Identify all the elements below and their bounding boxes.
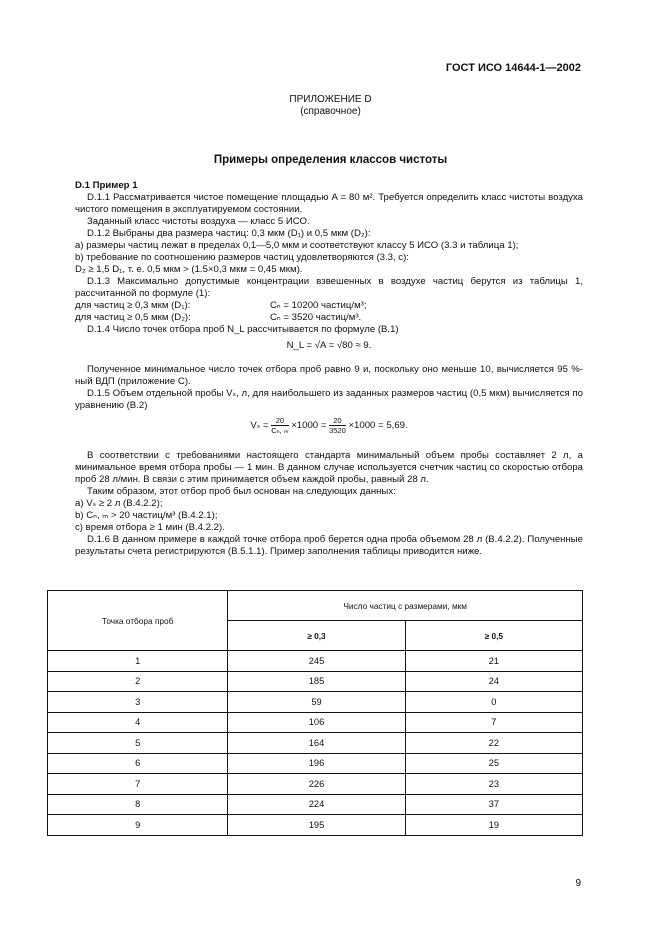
table-row [48, 794, 583, 815]
document-id: ГОСТ ИСО 14644-1—2002 [445, 62, 581, 74]
formula-denominator-1: Cₙ, ₘ [271, 426, 289, 435]
list-item-a: a) размеры частиц лежат в пределах 0,1—5,0 мкм и соответствуют классу 5 ИСО (3.3 и таблица 1); [75, 240, 519, 251]
paragraph-summary: Таким образом, этот отбор проб был основан на следующих данных: [87, 486, 396, 497]
cell-count-05: 22 [405, 733, 582, 754]
formula-fraction-1 [271, 416, 288, 435]
formula-volume [75, 416, 583, 442]
cell-count-05: 21 [405, 651, 582, 672]
main-title: Примеры определения классов чистоты [213, 154, 448, 166]
cell-point: 4 [48, 712, 228, 733]
cell-count-05: 19 [405, 815, 582, 836]
cell-count-03: 195 [228, 815, 405, 836]
concentration-label-2: для частиц ≥ 0,5 мкм (D₂): [75, 312, 191, 323]
cell-point: 5 [48, 733, 228, 754]
cell-count-03: 185 [228, 671, 405, 692]
formula-points [75, 340, 583, 358]
cell-count-03: 245 [228, 651, 405, 672]
summary-item-c: c) время отбора ≥ 1 мин (B.4.2.2). [75, 522, 225, 533]
table-row [48, 733, 583, 754]
cell-point: 7 [48, 774, 228, 795]
cell-count-03: 106 [228, 712, 405, 733]
appendix-title: ПРИЛОЖЕНИЕ D [289, 94, 372, 105]
cell-count-05: 23 [405, 774, 582, 795]
table-row [48, 774, 583, 795]
paragraph-d1-4: D.1.4 Число точек отбора проб N_L рассчитывается по формуле (B.1) [87, 324, 399, 335]
cell-count-05: 7 [405, 712, 582, 733]
table-row [48, 651, 583, 672]
cell-count-03: 224 [228, 794, 405, 815]
cell-count-05: 0 [405, 692, 582, 713]
summary-item-a: a) Vₛ ≥ 2 л (B.4.2.2); [75, 498, 163, 509]
appendix-heading [0, 94, 661, 118]
cell-count-05: 25 [405, 753, 582, 774]
page-number: 9 [575, 878, 581, 889]
paragraph-d1-6: D.1.6 В данном примере в каждой точке отбора проб берется одна проба объемом 28 л (B.4.2.2). Полученные результаты счета регистрируются (B.5.1.1). Пример заполнения таблицы приводится ниже. [75, 534, 583, 557]
paragraph-class: Заданный класс чистоты воздуха — класс 5 ИСО. [87, 216, 310, 227]
cell-count-05: 24 [405, 671, 582, 692]
paragraph-d1-3: D.1.3 Максимально допустимые концентрации взвешенных в воздухе частиц берутся из таблицы 1, рассчитанной по формуле (1): [75, 276, 583, 299]
cell-count-05: 37 [405, 794, 582, 815]
concentration-row-2 [75, 312, 583, 324]
column-group-header: Число частиц с размерами, мкм [228, 591, 583, 621]
cell-count-03: 226 [228, 774, 405, 795]
cell-count-03: 164 [228, 733, 405, 754]
formula-points-text: N_L = √A = √80 ≈ 9. [286, 340, 372, 351]
paragraph-d1-1: D.1.1 Рассматривается чистое помещение площадью A = 80 м². Требуется определить класс чистоты воздуха чистого помещения в эксплуатируемом состоянии. [75, 192, 583, 215]
column-header-point: Точка отбора проб [48, 591, 228, 651]
formula-volume-mid: ×1000 = [291, 420, 327, 432]
size-ratio: D₂ ≥ 1,5 D₁, т. е. 0,5 мкм > (1.5×0,3 мкм = 0,45 мкм). [75, 264, 303, 275]
paragraph-points-result: Полученное минимальное число точек отбора проб равно 9 и, поскольку оно меньше 10, вычисляется 95 %-ный ВДП (приложение C). [75, 364, 583, 387]
paragraph-requirements: В соответствии с требованиями настоящего стандарта минимальный объем пробы составляет 2 л, а минимальное время отбора пробы — 1 мин. В данном случае используется счетчик частиц со скоростью отбора проб 28 л/мин. В связи с этим принимается объем каждой пробы, равный 28 л. [75, 450, 583, 485]
concentration-label-1: для частиц ≥ 0,3 мкм (D₁): [75, 300, 191, 311]
formula-denominator-2: 3520 [329, 426, 346, 435]
concentration-value-2: Cₙ = 3520 частиц/м³. [270, 312, 362, 323]
table-row [48, 753, 583, 774]
cell-count-03: 196 [228, 753, 405, 774]
section-body [75, 180, 583, 558]
cell-point: 1 [48, 651, 228, 672]
table-row [48, 712, 583, 733]
column-header-03: ≥ 0,3 [228, 621, 405, 651]
column-header-05: ≥ 0,5 [405, 621, 582, 651]
cell-point: 3 [48, 692, 228, 713]
formula-volume-rhs: ×1000 = 5,69. [348, 420, 408, 432]
cell-point: 8 [48, 794, 228, 815]
formula-fraction-2 [329, 416, 346, 435]
summary-item-b: b) Cₙ, ₘ > 20 частиц/м³ (B.4.2.1); [75, 510, 218, 521]
cell-point: 2 [48, 671, 228, 692]
concentration-value-1: Cₙ = 10200 частиц/м³; [270, 300, 367, 311]
paragraph-d1-5: D.1.5 Объем отдельной пробы Vₛ, л, для наибольшего из заданных размеров частиц (0,5 мкм) вычисляется по уравнению (B.2) [75, 388, 583, 411]
cell-count-03: 59 [228, 692, 405, 713]
formula-numerator-2: 20 [329, 416, 346, 426]
results-table [47, 590, 583, 836]
table-row [48, 815, 583, 836]
section-heading: D.1 Пример 1 [75, 180, 138, 191]
formula-volume-lhs: Vₛ = [250, 420, 269, 432]
table-row [48, 671, 583, 692]
table-body [48, 651, 583, 836]
list-item-b: b) требование по соотношению размеров частиц удовлетворяются (3.3, c): [75, 252, 409, 263]
concentration-row-1 [75, 300, 583, 312]
formula-numerator-1: 20 [271, 416, 288, 426]
appendix-note: (справочное) [300, 106, 361, 117]
paragraph-d1-2: D.1.2 Выбраны два размера частиц: 0,3 мкм (D₁) и 0,5 мкм (D₂): [87, 228, 371, 239]
cell-point: 9 [48, 815, 228, 836]
table-row [48, 692, 583, 713]
cell-point: 6 [48, 753, 228, 774]
